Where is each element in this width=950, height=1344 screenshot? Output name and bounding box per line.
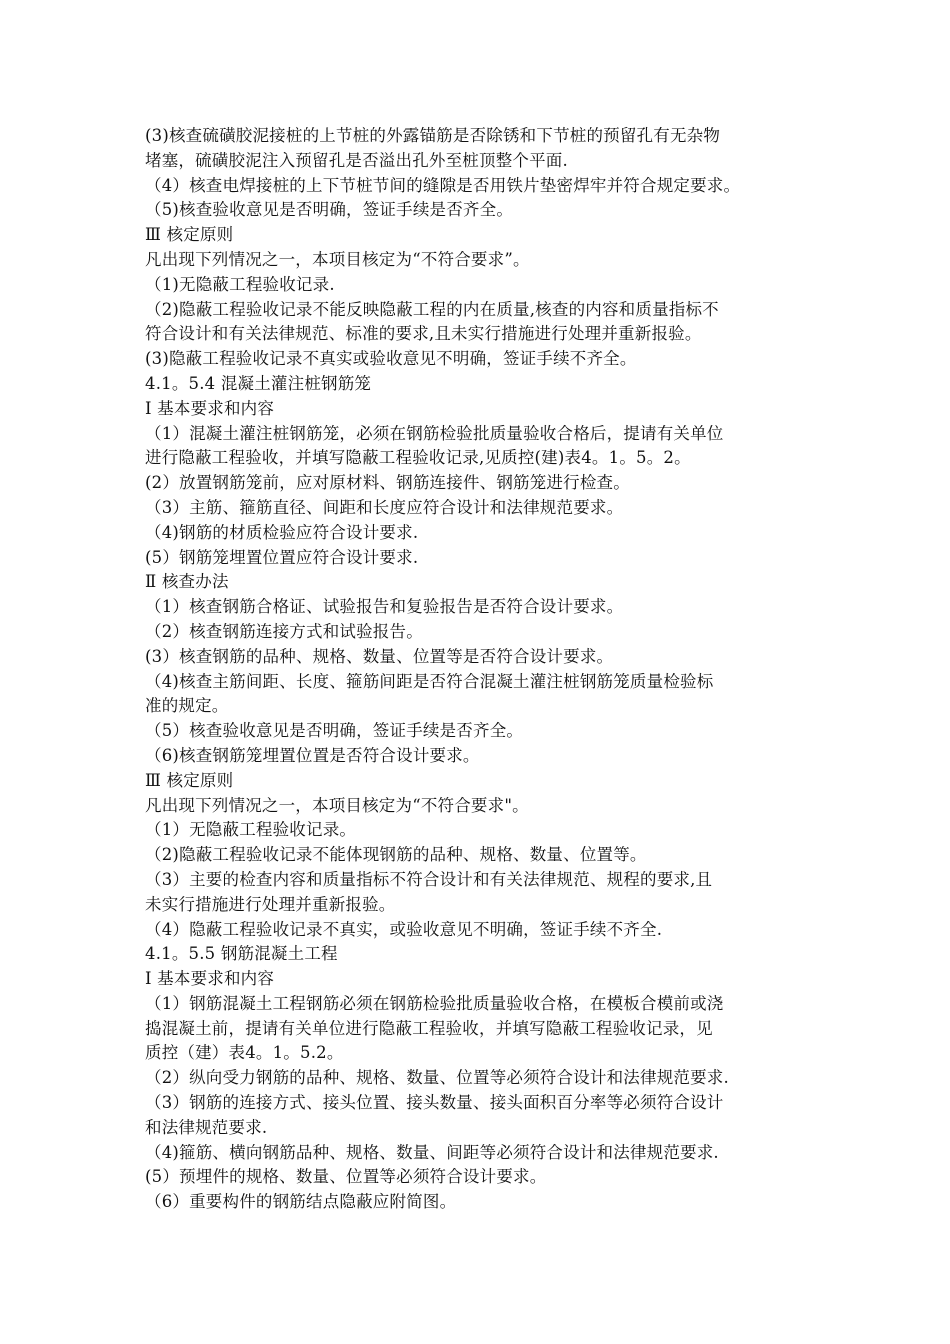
text-line: 4.1。5.4 混凝土灌注桩钢筋笼: [145, 373, 372, 393]
text-line: （1）钢筋混凝土工程钢筋必须在钢筋检验批质量验收合格，在模板合模前或浇: [145, 993, 724, 1013]
text-line: （3）主筋、箍筋直径、间距和长度应符合设计和法律规范要求。: [145, 497, 624, 517]
text-line: （3）主要的检查内容和质量指标不符合设计和有关法律规范、规程的要求,且: [145, 869, 713, 889]
text-line: （6）重要构件的钢筋结点隐蔽应附简图。: [145, 1192, 457, 1212]
text-line: 凡出现下列情况之一，本项目核定为“不符合要求"。: [145, 795, 529, 815]
text-line: Ⅲ 核定原则: [145, 770, 234, 790]
text-line: 质控（建）表4。1。5.2。: [145, 1043, 344, 1063]
text-line: （4)核查主筋间距、长度、箍筋间距是否符合混凝土灌注桩钢筋笼质量检验标: [145, 671, 714, 691]
text-line: （2）核查钢筋连接方式和试验报告。: [145, 621, 423, 641]
text-line: 进行隐蔽工程验收，并填写隐蔽工程验收记录,见质控(建)表4。1。5。2。: [145, 448, 691, 468]
text-line: Ⅲ 核定原则: [145, 225, 234, 245]
text-line: Ⅱ 核查办法: [145, 572, 229, 592]
text-line: （2)隐蔽工程验收记录不能反映隐蔽工程的内在质量,核查的内容和质量指标不: [145, 299, 719, 319]
text-line: （5)核查验收意见是否明确，签证手续是否齐全。: [145, 200, 514, 220]
text-line: 符合设计和有关法律规范、标准的要求,且未实行措施进行处理并重新报验。: [145, 324, 702, 344]
text-line: (3)隐蔽工程验收记录不真实或验收意见不明确，签证手续不齐全。: [145, 349, 637, 369]
text-line: (5）钢筋笼埋置位置应符合设计要求.: [145, 547, 419, 567]
text-line: 捣混凝土前，提请有关单位进行隐蔽工程验收，并填写隐蔽工程验收记录，见: [145, 1018, 713, 1038]
text-line: （4)箍筋、横向钢筋品种、规格、数量、间距等必须符合设计和法律规范要求.: [145, 1142, 719, 1162]
text-line: 堵塞，硫磺胶泥注入预留孔是否溢出孔外至桩顶整个平面.: [145, 150, 568, 170]
text-line: Ⅰ 基本要求和内容: [145, 398, 275, 418]
text-line: (5）预埋件的规格、数量、位置等必须符合设计要求。: [145, 1167, 547, 1187]
text-line: （1)无隐蔽工程验收记录.: [145, 274, 335, 294]
text-line: （2)隐蔽工程验收记录不能体现钢筋的品种、规格、数量、位置等。: [145, 845, 647, 865]
text-line: （3）钢筋的连接方式、接头位置、接头数量、接头面积百分率等必须符合设计: [145, 1093, 724, 1113]
text-line: （1）无隐蔽工程验收记录。: [145, 820, 357, 840]
text-line: (2）放置钢筋笼前，应对原材料、钢筋连接件、钢筋笼进行检查。: [145, 473, 630, 493]
text-line: (3）核查钢筋的品种、规格、数量、位置等是否符合设计要求。: [145, 646, 614, 666]
text-line: （1）核查钢筋合格证、试验报告和复验报告是否符合设计要求。: [145, 597, 624, 617]
text-line: 准的规定。: [145, 696, 229, 716]
text-line: 和法律规范要求.: [145, 1117, 268, 1137]
text-line: （6)核查钢筋笼埋置位置是否符合设计要求。: [145, 745, 480, 765]
text-line: 凡出现下列情况之一，本项目核定为“不符合要求”。: [145, 249, 530, 269]
text-line: Ⅰ 基本要求和内容: [145, 969, 275, 989]
text-line: （4)钢筋的材质检验应符合设计要求.: [145, 522, 419, 542]
text-line: （5）核查验收意见是否明确，签证手续是否齐全。: [145, 721, 524, 741]
text-line: （1）混凝土灌注桩钢筋笼，必须在钢筋检验批质量验收合格后，提请有关单位: [145, 423, 724, 443]
text-line: 4.1。5.5 钢筋混凝土工程: [145, 944, 338, 964]
text-line: （4）核查电焊接桩的上下节桩节间的缝隙是否用铁片垫密焊牢并符合规定要求。: [145, 175, 741, 195]
text-line: (3)核查硫磺胶泥接桩的上节桩的外露锚筋是否除锈和下节桩的预留孔有无杂物: [145, 126, 721, 145]
text-line: （4）隐蔽工程验收记录不真实，或验收意见不明确，签证手续不齐全.: [145, 919, 663, 939]
text-line: 未实行措施进行处理并重新报验。: [145, 894, 396, 914]
document-body: [145, 124, 825, 1215]
text-line: （2）纵向受力钢筋的品种、规格、数量、位置等必须符合设计和法律规范要求.: [145, 1068, 729, 1088]
